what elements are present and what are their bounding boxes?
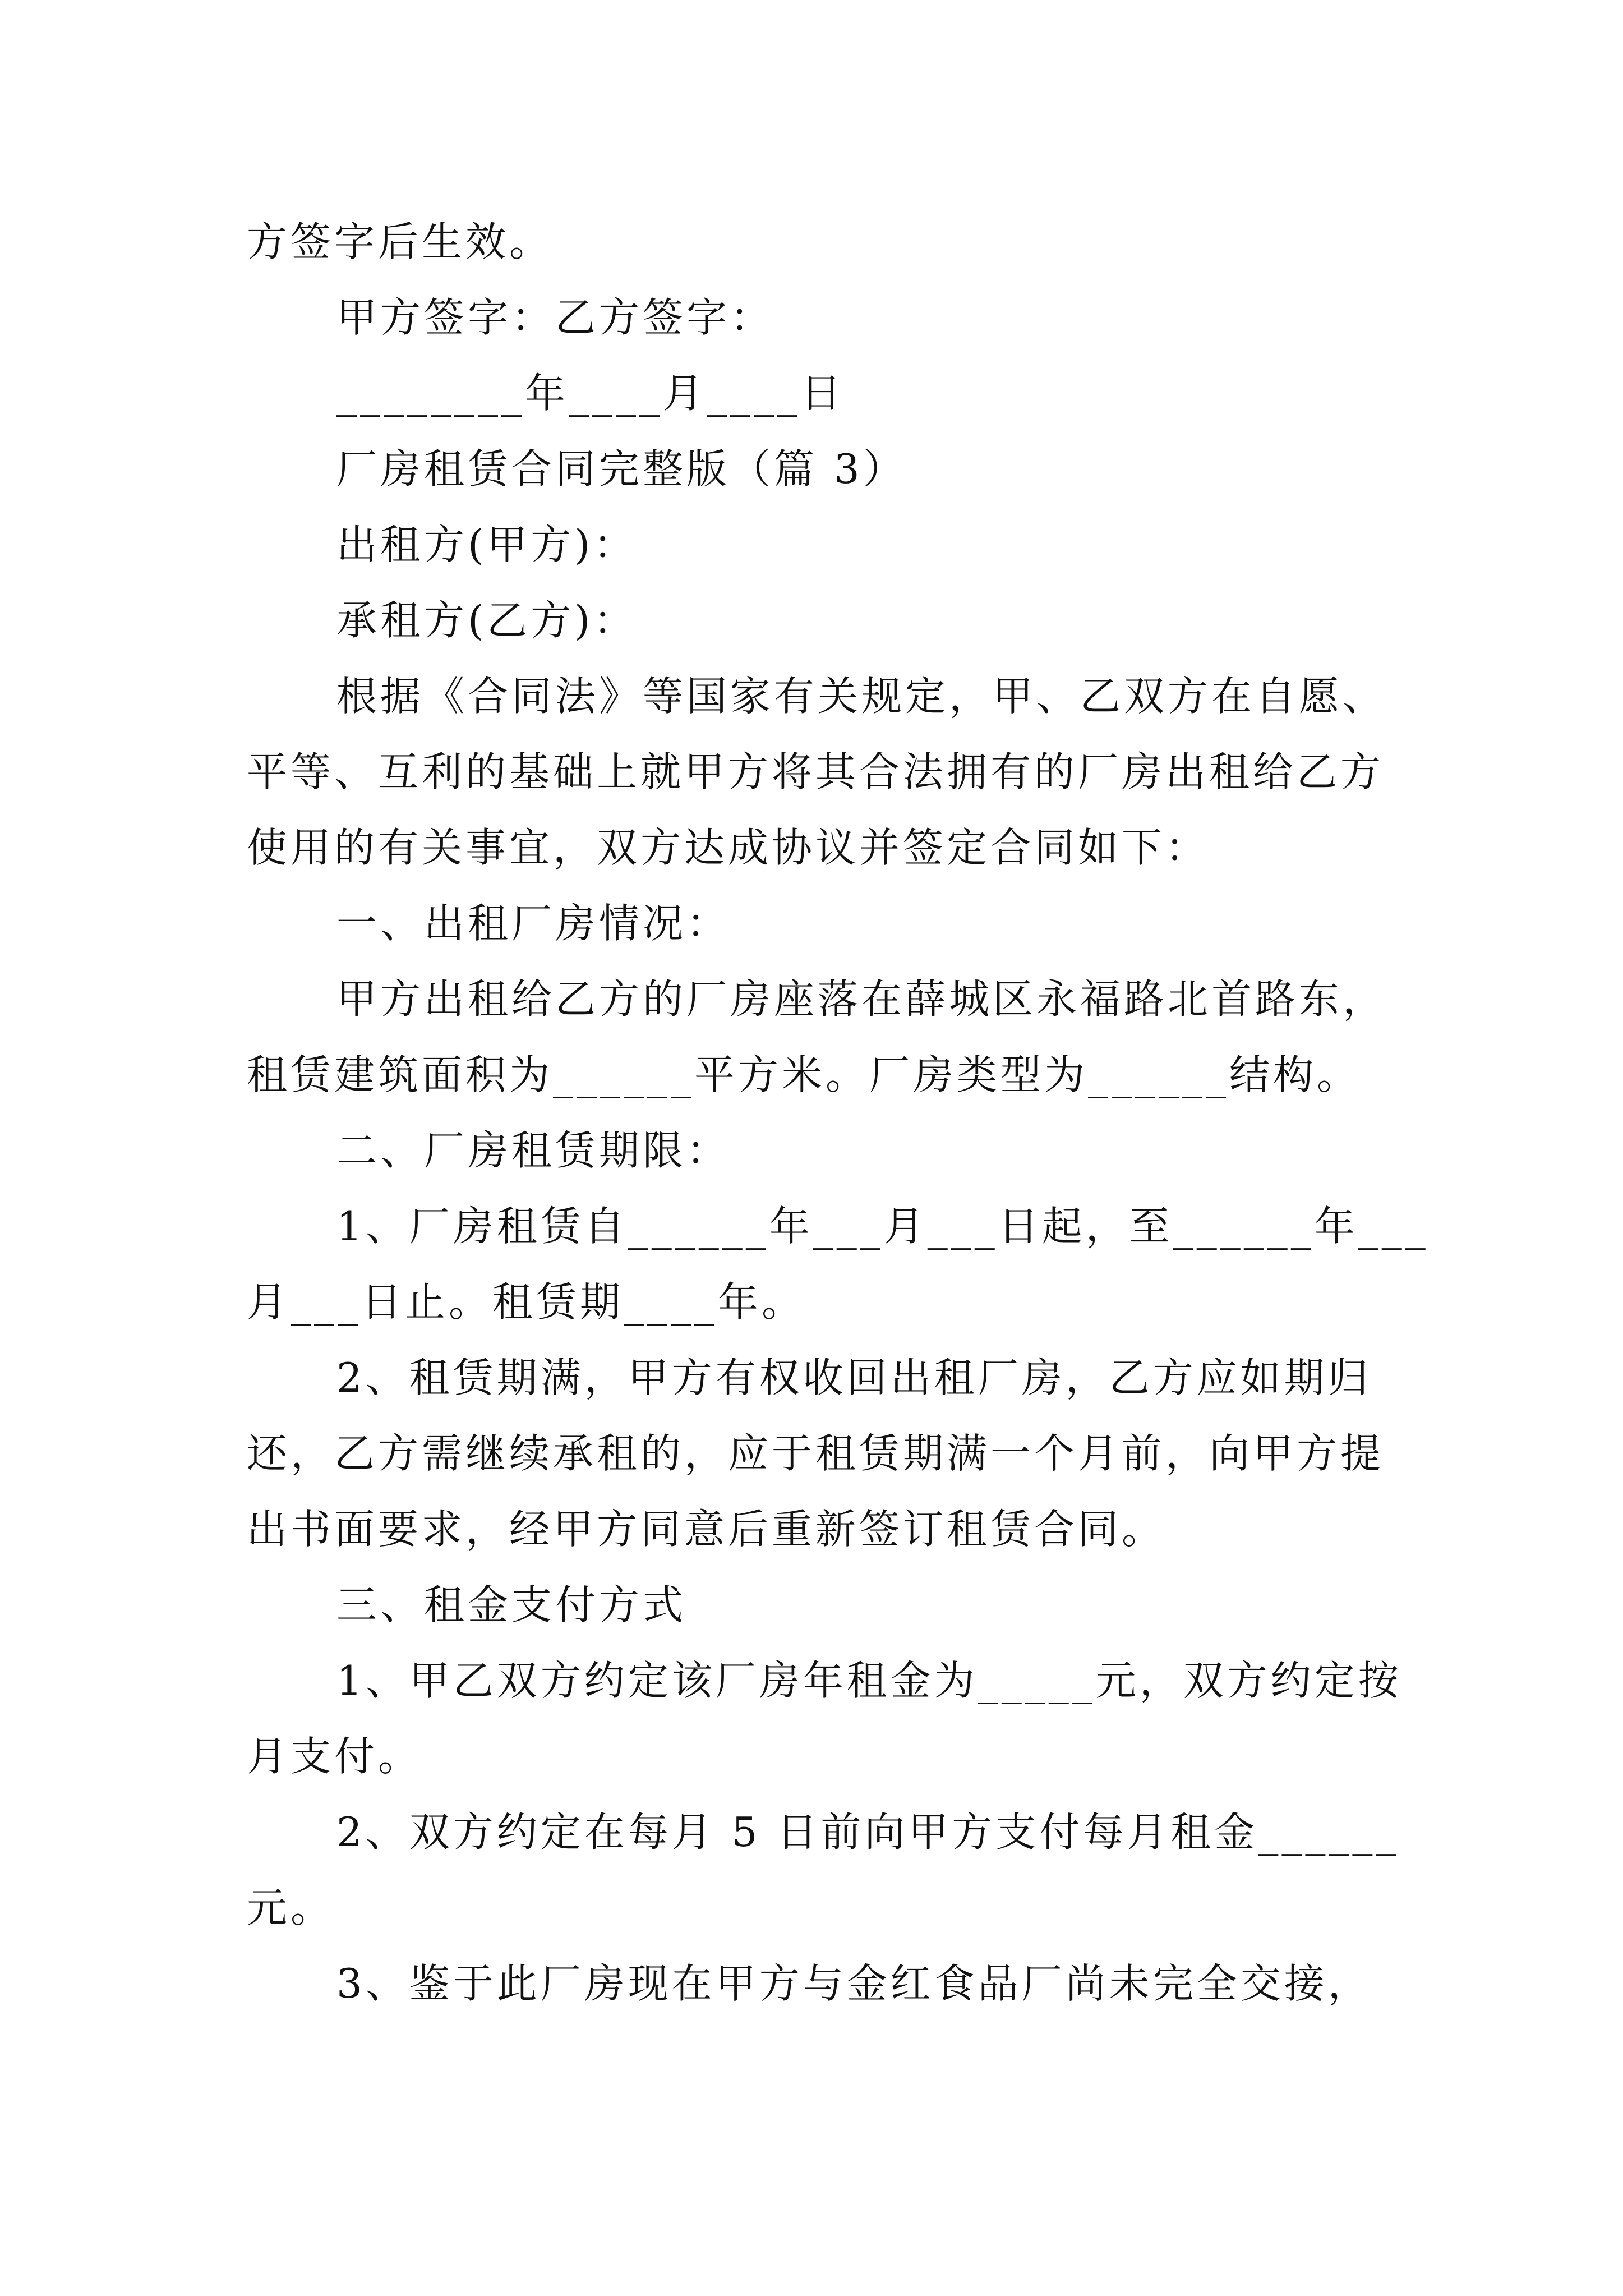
section-title-contract: 厂房租赁合同完整版（篇 3） [336, 445, 907, 493]
paragraph-location-line-2: 租赁建筑面积为______平方米。厂房类型为______结构。 [247, 1051, 1361, 1098]
paragraph-monthly-line-2: 元。 [247, 1884, 335, 1931]
paragraph-intro-line-3: 使用的有关事宜，双方达成协议并签定合同如下： [247, 824, 1210, 871]
section-heading-2: 二、厂房租赁期限： [336, 1127, 731, 1174]
text-line-signature-effective: 方签字后生效。 [247, 218, 554, 265]
paragraph-monthly-line-1: 2、双方约定在每月 5 日前向甲方支付每月租金______ [336, 1809, 1400, 1856]
section-heading-3: 三、租金支付方式 [336, 1581, 687, 1628]
paragraph-handover-line-1: 3、鉴于此厂房现在甲方与金红食品厂尚未完全交接， [336, 1960, 1372, 2007]
paragraph-term-line-2: 月___日止。租赁期____年。 [247, 1278, 806, 1326]
paragraph-term-line-1: 1、厂房租赁自______年___月___日起，至______年___ [336, 1203, 1429, 1250]
text-line-lessee: 承租方(乙方)： [336, 597, 638, 644]
paragraph-rent-line-1: 1、甲乙双方约定该厂房年租金为_____元，双方约定按 [336, 1657, 1402, 1704]
section-heading-1: 一、出租厂房情况： [336, 900, 731, 947]
paragraph-intro-line-1: 根据《合同法》等国家有关规定，甲、乙双方在自愿、 [336, 673, 1387, 720]
paragraph-renewal-line-2: 还，乙方需继续承租的，应于租赁期满一个月前，向甲方提 [247, 1430, 1385, 1477]
paragraph-renewal-line-3: 出书面要求，经甲方同意后重新签订租赁合同。 [247, 1506, 1166, 1553]
text-line-signatures: 甲方签字：乙方签字： [336, 294, 774, 341]
paragraph-rent-line-2: 月支付。 [247, 1733, 422, 1780]
paragraph-intro-line-2: 平等、互利的基础上就甲方将其合法拥有的厂房出租给乙方 [247, 748, 1385, 795]
paragraph-location-line-1: 甲方出租给乙方的厂房座落在薛城区永福路北首路东， [336, 976, 1387, 1023]
paragraph-renewal-line-1: 2、租赁期满，甲方有权收回出租厂房，乙方应如期归 [336, 1354, 1372, 1401]
text-line-date-blank: ________年____月____日 [336, 370, 845, 417]
text-line-lessor: 出租方(甲方)： [336, 521, 638, 568]
